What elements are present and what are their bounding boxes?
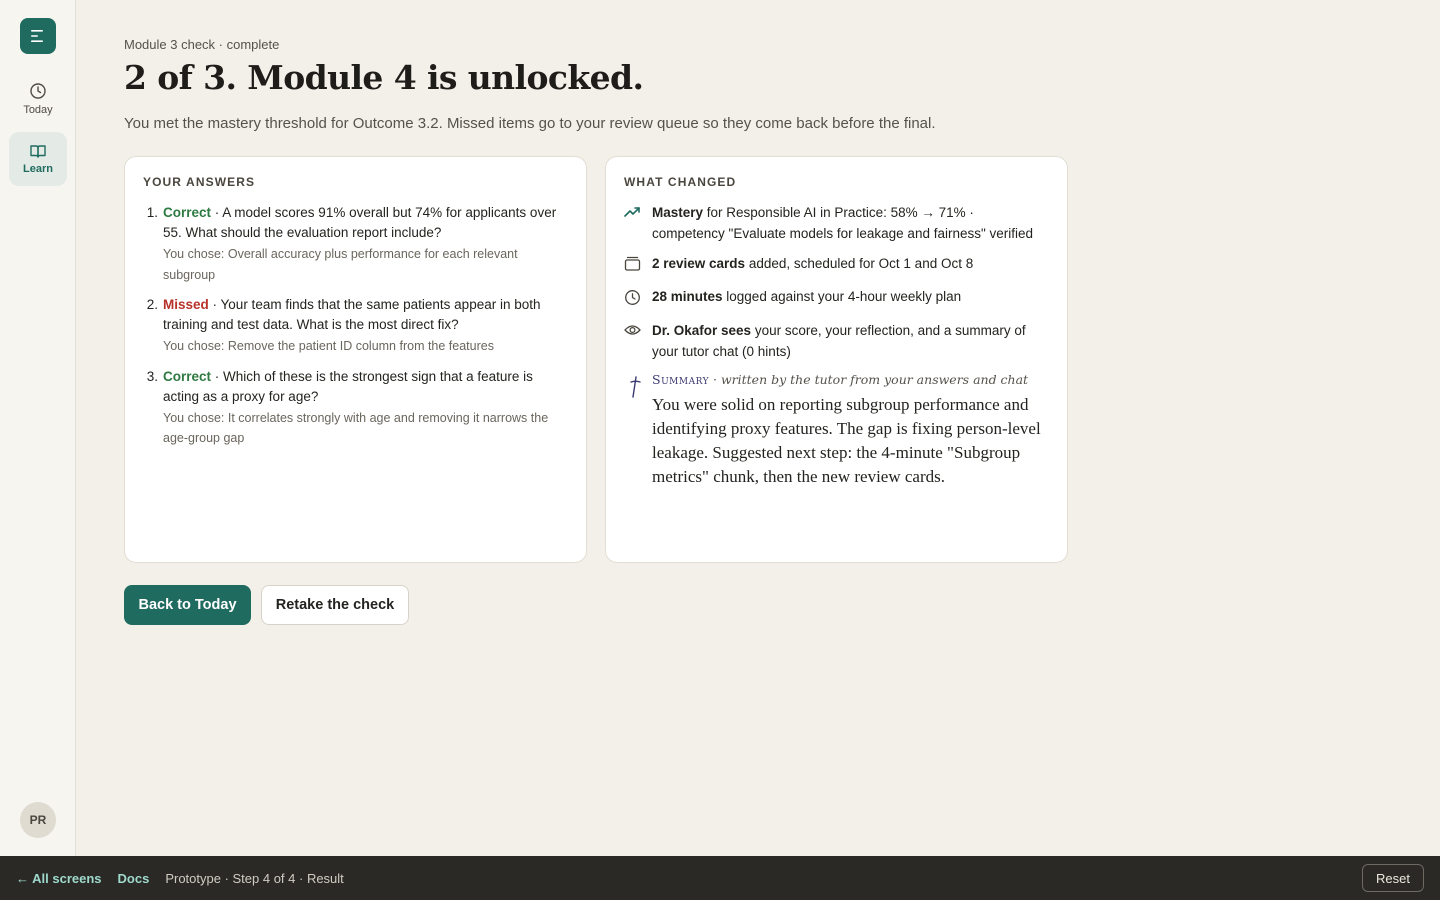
reset-button[interactable]: Reset bbox=[1362, 864, 1424, 892]
page-title: 2 of 3. Module 4 is unlocked. bbox=[124, 58, 644, 97]
sidebar-item-learn[interactable] bbox=[9, 132, 67, 186]
answers-heading: YOUR ANSWERS bbox=[143, 175, 256, 189]
answer-item bbox=[143, 367, 568, 449]
menu-button[interactable] bbox=[20, 18, 56, 54]
sidebar-item-today[interactable] bbox=[9, 72, 67, 126]
answer-item bbox=[143, 203, 568, 285]
answer-number: 3. bbox=[146, 368, 158, 384]
page-subtitle: You met the mastery threshold for Outcome 3.2. Missed items go to your review queue so they come back before the final. bbox=[124, 115, 936, 132]
trending-up-icon bbox=[624, 205, 641, 219]
clock-icon bbox=[29, 82, 47, 100]
cards-icon bbox=[624, 256, 641, 272]
answer-choice: You chose: It correlates strongly with age and removing it narrows the age-group gap bbox=[163, 410, 549, 445]
change-item-time bbox=[624, 287, 1049, 311]
change-bold: Mastery bbox=[652, 205, 704, 220]
summary-title: Summary bbox=[652, 372, 710, 387]
changes-card bbox=[605, 156, 1068, 563]
answer-question bbox=[163, 295, 568, 335]
prototype-footer bbox=[0, 856, 1440, 900]
change-item-mastery bbox=[624, 203, 1049, 244]
book-icon bbox=[29, 143, 47, 159]
change-detail: logged against your 4-hour weekly plan bbox=[722, 289, 962, 304]
sidebar bbox=[0, 0, 76, 856]
summary-separator: · bbox=[709, 372, 721, 387]
answer-question bbox=[163, 367, 568, 407]
change-bold: 2 review cards bbox=[652, 256, 746, 271]
back-to-today-button[interactable]: Back to Today bbox=[124, 585, 251, 625]
change-detail: added, scheduled for Oct 1 and Oct 8 bbox=[745, 256, 974, 271]
sidebar-item-label: Today bbox=[23, 104, 53, 116]
answer-choice: You chose: Overall accuracy plus performance for each relevant subgroup bbox=[163, 247, 518, 282]
question-text: · A model scores 91% overall but 74% for applicants over 55. What should the evaluation report include? bbox=[163, 205, 557, 240]
eye-icon bbox=[624, 323, 641, 337]
answers-card bbox=[124, 156, 587, 563]
menu-icon bbox=[30, 29, 46, 43]
change-bold: Dr. Okafor sees bbox=[652, 323, 752, 338]
answer-item bbox=[143, 295, 568, 357]
question-text: · Your team finds that the same patients appear in both training and test data. What is the most direct fix? bbox=[163, 297, 541, 332]
change-bold: 28 minutes bbox=[652, 289, 723, 304]
tutor-summary bbox=[624, 372, 1049, 489]
clock-icon bbox=[624, 289, 641, 306]
change-detail: for Responsible AI in Practice: 58% → 71% · competency "Evaluate models for leakage and fairness" verified bbox=[652, 205, 1034, 241]
answer-number: 2. bbox=[146, 297, 158, 312]
docs-link[interactable]: Docs bbox=[117, 870, 150, 886]
summary-text: You were solid on reporting subgroup performance and identifying proxy features. The gap is fixing person-level leakage. Suggested next step: the 4-minute "Subgroup metrics" chunk, then the new review cards. bbox=[652, 395, 1041, 486]
changes-list bbox=[624, 203, 1049, 362]
eyebrow: Module 3 check · complete bbox=[124, 37, 280, 52]
status-correct: Correct bbox=[163, 368, 212, 384]
answer-question bbox=[163, 203, 568, 243]
dagger-icon bbox=[628, 376, 642, 398]
changes-heading: WHAT CHANGED bbox=[624, 175, 737, 189]
sidebar-item-label: Learn bbox=[23, 163, 53, 175]
avatar[interactable]: PR bbox=[20, 802, 56, 838]
all-screens-link[interactable]: ← All screens bbox=[16, 870, 102, 886]
status-correct: Correct bbox=[163, 205, 212, 220]
answer-choice: You chose: Remove the patient ID column from the features bbox=[163, 339, 494, 353]
summary-label bbox=[652, 372, 1049, 387]
change-detail: your score, your reflection, and a summary of your tutor chat (0 hints) bbox=[652, 323, 1026, 359]
change-item-visibility bbox=[624, 321, 1049, 362]
footer-breadcrumb: Prototype · Step 4 of 4 · Result bbox=[165, 870, 344, 886]
answers-list bbox=[143, 203, 568, 449]
change-item-review-cards bbox=[624, 254, 1049, 277]
status-missed: Missed bbox=[163, 297, 209, 312]
retake-check-button[interactable]: Retake the check bbox=[261, 585, 409, 625]
summary-byline: written by the tutor from your answers and chat bbox=[720, 372, 1029, 387]
answer-number: 1. bbox=[146, 205, 158, 220]
question-text: · Which of these is the strongest sign that a feature is acting as a proxy for age? bbox=[163, 368, 533, 404]
